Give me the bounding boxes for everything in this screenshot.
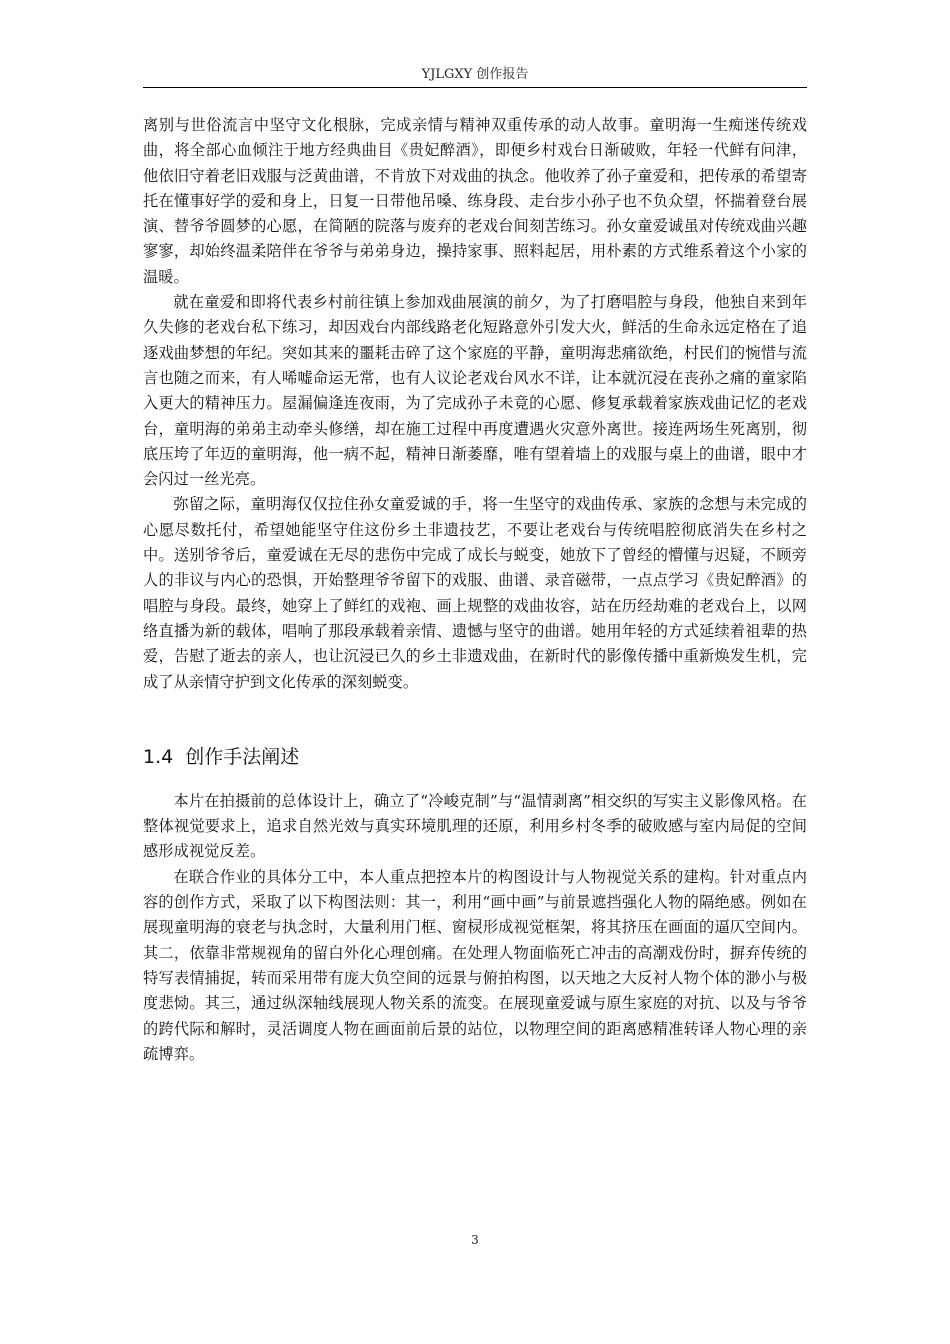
page-header: YJLGXY 创作报告 — [421, 67, 529, 82]
page-number: 3 — [471, 1233, 479, 1247]
section-heading — [143, 743, 807, 771]
body-paragraph-3: 弥留之际，童明海仅仅拉住孙女童爱诚的手，将一生坚守的戏曲传承、家族的念想与未完成的心愿尽数托付，希望她能坚守住这份乡土非遗技艺，不要让老戏台与传统唱腔彻底消失在乡村之中。送别爷爷后，童爱诚在无尽的悲伤中完成了成长与蜕变，她放下了曾经的懵懂与迟疑，不顾旁人的非议与内心的恐惧，开始整理爷爷留下的戏服、曲谱、录音磁带，一点点学习《贵妃醉酒》的唱腔与身段。最终，她穿上了鲜红的戏袍、画上规整的戏曲妆容，站在历经劫难的老戏台上，以网络直播为新的载体，唱响了那段承载着亲情、遗憾与坚守的曲谱。她用年轻的方式延续着祖辈的热爱，告慰了逝去的亲人，也让沉浸已久的乡土非遗戏曲，在新时代的影像传播中重新焕发生机，完成了从亲情守护到文化传承的深刻蜕变。 — [143, 495, 807, 691]
main-content — [143, 113, 807, 1067]
section-paragraph-2: 在联合作业的具体分工中，本人重点把控本片的构图设计与人物视觉关系的建构。针对重点内容的创作方式，采取了以下构图法则：其一，利用“画中画”与前景遮挡强化人物的隔绝感。例如在展现童明海的衰老与执念时，大量利用门框、窗棂形成视觉框架，将其挤压在画面的逼仄空间内。其二，依靠非常规视角的留白外化心理创痛。在处理人物面临死亡冲击的高潮戏份时，摒弃传统的特写表情捕捉，转而采用带有庞大负空间的远景与俯拍构图，以天地之大反衬人物个体的渺小与极度悲恸。其三，通过纵深轴线展现人物关系的流变。在展现童爱诚与原生家庭的对抗、以及与爷爷的跨代际和解时，灵活调度人物在画面前后景的站位，以物理空间的距离感精准转译人物心理的亲疏博弈。 — [143, 867, 807, 1063]
section-paragraph-1: 本片在拍摄前的总体设计上，确立了“冷峻克制”与“温情剥离”相交织的写实主义影像风格。在整体视觉要求上，追求自然光效与真实环境肌理的还原，利用乡村冬季的破败感与室内局促的空间感形成视觉反差。 — [143, 791, 807, 861]
section-title: 创作手法阐述 — [185, 745, 300, 768]
body-paragraph-2: 就在童爱和即将代表乡村前往镇上参加戏曲展演的前夕，为了打磨唱腔与身段，他独自来到年久失修的老戏台私下练习，却因戏台内部线路老化短路意外引发大火，鲜活的生命永远定格在了追逐戏曲梦想的年纪。突如其来的噩耗击碎了这个家庭的平静，童明海悲痛欲绝，村民们的惋惜与流言也随之而来，有人唏嘘命运无常，也有人议论老戏台风水不详，让本就沉浸在丧孙之痛的童家陷入更大的精神压力。屋漏偏逢连夜雨，为了完成孙子未竟的心愿、修复承载着家族戏曲记忆的老戏台，童明海的弟弟主动牵头修缮，却在施工过程中再度遭遇火灾意外离世。接连两场生死离别，彻底压垮了年迈的童明海，他一病不起，精神日渐萎靡，唯有望着墙上的戏服与桌上的曲谱，眼中才会闪过一丝光亮。 — [143, 293, 807, 489]
body-paragraph-1: 离别与世俗流言中坚守文化根脉，完成亲情与精神双重传承的动人故事。童明海一生痴迷传统戏曲，将全部心血倾注于地方经典曲目《贵妃醉酒》，即便乡村戏台日渐破败，年轻一代鲜有问津，他依旧守着老旧戏服与泛黄曲谱，不肯放下对戏曲的执念。他收养了孙子童爱和，把传承的希望寄托在懂事好学的爱和身上，日复一日带他吊嗓、练身段、走台步小孙子也不负众望，怀揣着登台展演、替爷爷圆梦的心愿，在简陋的院落与废弃的老戏台间刻苦练习。孙女童爱诚虽对传统戏曲兴趣寥寥，却始终温柔陪伴在爷爷与弟弟身边，操持家事、照料起居，用朴素的方式维系着这个小家的温暖。 — [143, 116, 807, 286]
header-divider — [143, 87, 807, 88]
section-number: 1.4 — [143, 745, 174, 768]
